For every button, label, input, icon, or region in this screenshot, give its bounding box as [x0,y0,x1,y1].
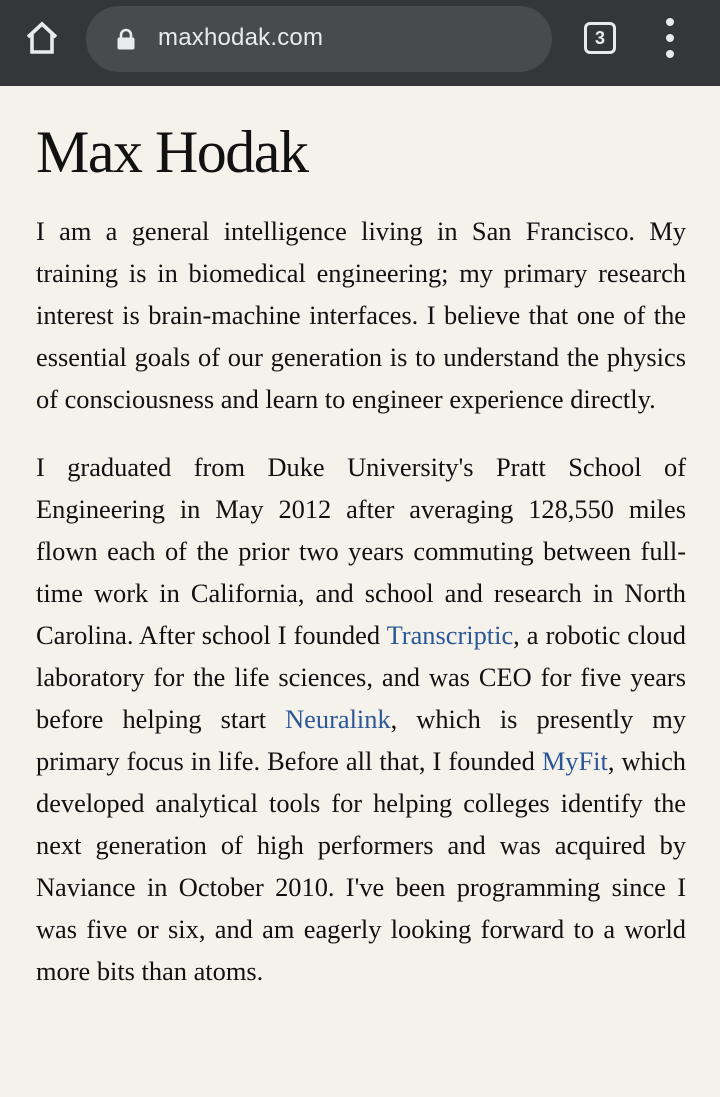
paragraph-text: I graduated from Duke University's Pratt School of Engineering in May 2012 after averaging 128,550 miles flown each of the prior two years commuting between full-time work in California, and school and research in North Carolina. After school I founded [36,452,686,650]
paragraph-text: , which developed analytical tools for helping colleges identify the next generation of high performers and was acquired by Naviance in October 2010. I've been programming since I was five or six, and am eagerly looking forward to a world more bits than atoms. [36,746,686,986]
myfit-link[interactable]: MyFit [541,746,608,776]
bio-paragraph-1: I am a general intelligence living in San Francisco. My training is in biomedical engineering; my primary research interest is brain-machine interfaces. I believe that one of the essential goals of our generation is to understand the physics of consciousness and learn to engineer experience directly. [36,216,686,414]
menu-button[interactable] [656,18,684,58]
menu-dot-icon [666,50,674,58]
home-button[interactable] [20,16,64,60]
browser-toolbar [0,0,720,86]
menu-dot-icon [666,18,674,26]
bio-paragraph-2 [36,446,686,992]
lock-icon [116,28,136,50]
page-title: Max Hodak [36,119,308,185]
url-text[interactable]: maxhodak.com [158,24,324,51]
neuralink-link[interactable]: Neuralink [285,704,391,734]
address-bar[interactable] [86,6,552,72]
paragraph-text: , which is presently my primary focus in life. Before all that, I founded [36,704,686,776]
paragraph-text: , a robotic cloud laboratory for the life sciences, and was CEO for five years before helping start [36,620,686,734]
menu-dot-icon [666,34,674,42]
page-content [36,86,686,992]
tab-switcher-button[interactable]: 3 [584,22,616,54]
transcriptic-link[interactable]: Transcriptic [386,620,514,650]
home-icon [24,21,60,55]
